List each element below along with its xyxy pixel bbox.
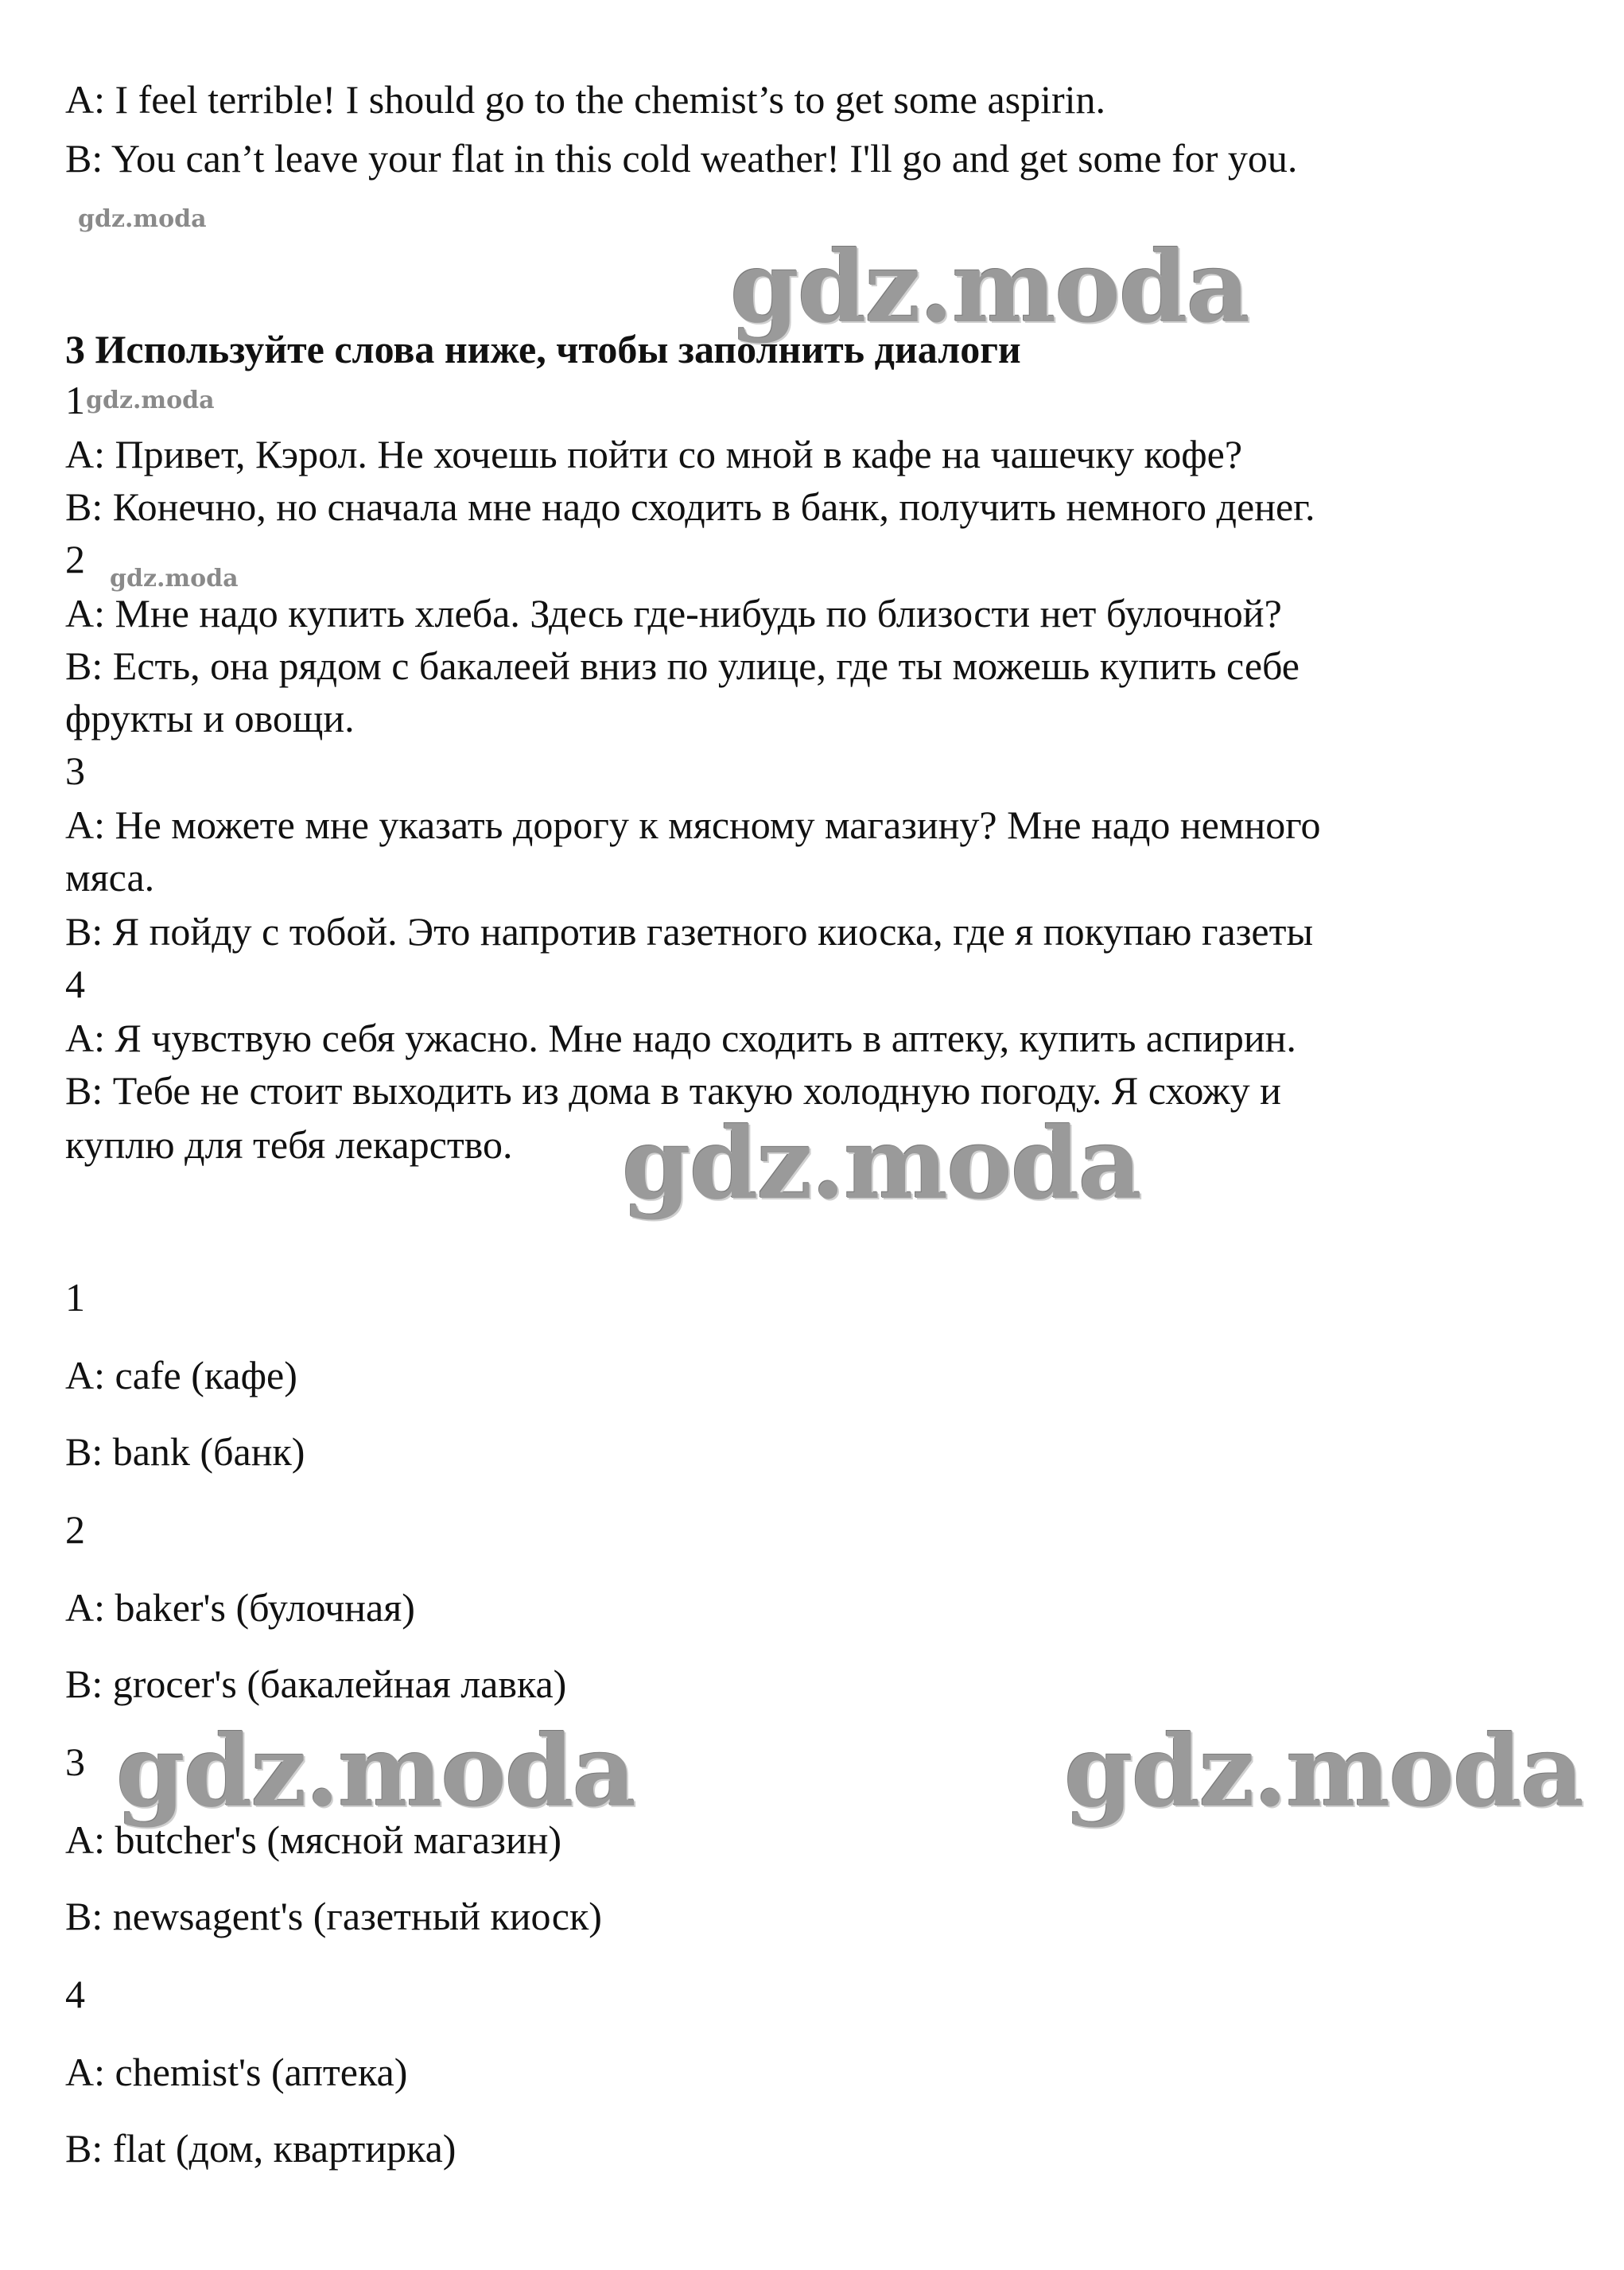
- answer-number: 1: [65, 1275, 85, 1320]
- dialogue-line: B: Я пойду с тобой. Это напротив газетного киоска, где я покупаю газеты: [65, 909, 1314, 954]
- top-dialogue-line-a: A: I feel terrible! I should go to the chemist’s to get some aspirin.: [65, 77, 1106, 122]
- dialogue-number: 4: [65, 962, 85, 1006]
- watermark-small: gdz.moda: [78, 205, 207, 233]
- dialogue-number: 1: [65, 378, 85, 422]
- watermark-small: gdz.moda: [86, 387, 215, 414]
- answer-line: B: grocer's (бакалейная лавка): [65, 1662, 567, 1706]
- exercise-heading: 3 Используйте слова ниже, чтобы заполнить диалоги: [65, 327, 1021, 371]
- watermark-large: gdz.moda: [730, 230, 1249, 345]
- answer-line: B: newsagent's (газетный киоск): [65, 1894, 602, 1938]
- answer-line: B: bank (банк): [65, 1429, 305, 1474]
- dialogue-line: мяса.: [65, 855, 155, 900]
- answer-line: A: butcher's (мясной магазин): [65, 1817, 561, 1862]
- dialogue-number: 2: [65, 537, 85, 581]
- dialogue-number: 3: [65, 748, 85, 793]
- watermark-large: gdz.moda: [116, 1714, 635, 1829]
- answer-number: 4: [65, 1972, 85, 2016]
- watermark-large: gdz.moda: [1064, 1714, 1583, 1829]
- dialogue-line: A: Привет, Кэрол. Не хочешь пойти со мной в кафе на чашечку кофе?: [65, 432, 1243, 476]
- dialogue-line: B: Конечно, но сначала мне надо сходить в банк, получить немного денег.: [65, 484, 1315, 529]
- dialogue-line: A: Я чувствую себя ужасно. Мне надо сходить в аптеку, купить аспирин.: [65, 1016, 1296, 1060]
- dialogue-line: фрукты и овощи.: [65, 696, 355, 740]
- watermark-large: gdz.moda: [622, 1106, 1140, 1222]
- watermark-small: gdz.moda: [110, 565, 239, 593]
- dialogue-line: B: Тебе не стоит выходить из дома в такую холодную погоду. Я схожу и: [65, 1068, 1281, 1113]
- answer-number: 2: [65, 1507, 85, 1552]
- dialogue-line: куплю для тебя лекарство.: [65, 1122, 513, 1167]
- answer-line: B: flat (дом, квартирка): [65, 2126, 457, 2171]
- top-dialogue-line-b: B: You can’t leave your flat in this cold weather! I'll go and get some for you.: [65, 136, 1298, 181]
- dialogue-line: B: Есть, она рядом с бакалеей вниз по улице, где ты можешь купить себе: [65, 643, 1300, 688]
- dialogue-line: A: Не можете мне указать дорогу к мясному магазину? Мне надо немного: [65, 803, 1321, 847]
- answer-line: A: baker's (булочная): [65, 1585, 415, 1630]
- answer-number: 3: [65, 1739, 85, 1784]
- answer-line: A: chemist's (аптека): [65, 2050, 408, 2094]
- dialogue-line: A: Мне надо купить хлеба. Здесь где-нибудь по близости нет булочной?: [65, 591, 1282, 636]
- answer-line: A: cafe (кафе): [65, 1353, 297, 1397]
